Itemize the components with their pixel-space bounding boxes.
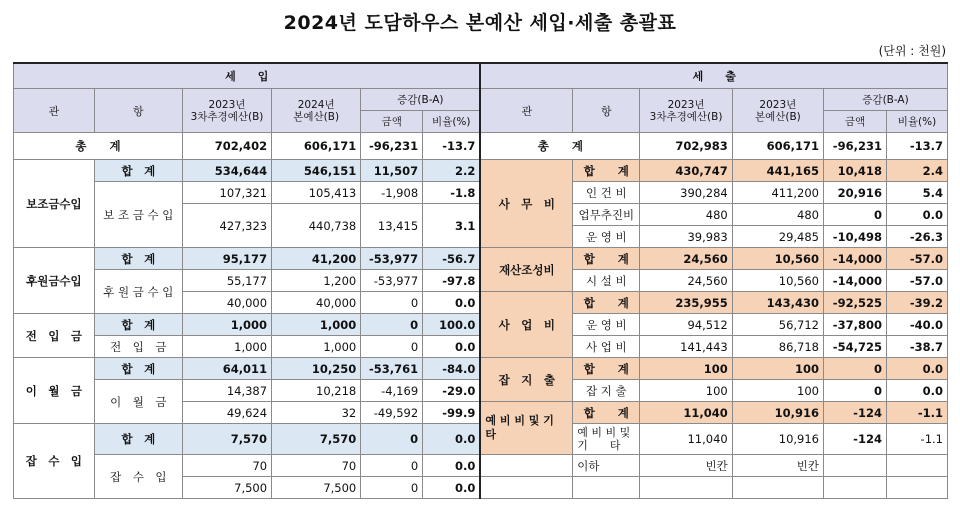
table-cell: 32 xyxy=(272,402,361,424)
income-hang-carryover: 이 월 금 xyxy=(94,380,182,424)
expense-last-prev: 빈칸 xyxy=(640,455,732,477)
expense-hang: 잡 지 출 xyxy=(573,380,640,402)
table-cell: 107,321 xyxy=(182,182,271,204)
income-sum-label: 합 계 xyxy=(94,248,182,270)
table-cell xyxy=(886,477,947,499)
table-cell xyxy=(824,477,887,499)
table-cell: -10,498 xyxy=(824,226,887,248)
table-cell: 100 xyxy=(640,380,732,402)
table-cell: 100 xyxy=(640,358,732,380)
income-subsidy-sum-amt: 11,507 xyxy=(361,160,423,182)
expense-total-prev: 702,983 xyxy=(640,133,732,160)
table-cell: 0 xyxy=(361,292,423,314)
table-cell: -57.0 xyxy=(886,248,947,270)
income-total-label: 총 계 xyxy=(14,133,183,160)
table-cell: 10,250 xyxy=(272,358,361,380)
income-total-amt: -96,231 xyxy=(361,133,423,160)
table-cell: -14,000 xyxy=(824,248,887,270)
expense-gwan-yebi-label: 예 비 비 및 기 타 xyxy=(485,414,576,441)
table-cell: 1,000 xyxy=(272,336,361,358)
table-cell: -56.7 xyxy=(423,248,481,270)
table-cell: 7,570 xyxy=(182,424,271,455)
expense-section-header: 세 출 xyxy=(480,63,947,89)
table-cell: 0.0 xyxy=(423,424,481,455)
table-cell: 5.4 xyxy=(886,182,947,204)
table-cell: 235,955 xyxy=(640,292,732,314)
income-hang-subsidy: 보 조 금 수 입 xyxy=(94,182,182,248)
income-sum-label: 합 계 xyxy=(94,314,182,336)
table-cell: 95,177 xyxy=(182,248,271,270)
table-cell: 0 xyxy=(361,424,423,455)
income-col-hang: 항 xyxy=(94,89,182,133)
table-cell: 0.0 xyxy=(886,380,947,402)
table-cell xyxy=(824,455,887,477)
table-cell: 100 xyxy=(732,380,823,402)
income-hang-misc: 잡 수 입 xyxy=(94,455,182,499)
table-cell: 10,916 xyxy=(732,402,823,424)
table-cell: 7,570 xyxy=(272,424,361,455)
table-cell: 141,443 xyxy=(640,336,732,358)
expense-col-prev-label: 2023년 3차추경예산(B) xyxy=(649,98,723,123)
income-col-cur-label: 2024년 본예산(B) xyxy=(293,98,340,123)
table-cell: 0 xyxy=(824,204,887,226)
table-cell: 1,000 xyxy=(272,314,361,336)
table-cell: 427,323 xyxy=(182,204,271,248)
table-cell: -4,169 xyxy=(361,380,423,402)
table-cell: 11,040 xyxy=(640,424,732,455)
table-cell: 11,040 xyxy=(640,402,732,424)
table-cell: 0 xyxy=(361,477,423,499)
expense-hang: 사 업 비 xyxy=(573,336,640,358)
table-cell: 39,983 xyxy=(640,226,732,248)
table-cell xyxy=(480,455,572,477)
table-cell: 70 xyxy=(182,455,271,477)
table-cell: -92,525 xyxy=(824,292,887,314)
table-cell: 100.0 xyxy=(423,314,481,336)
table-cell: 0.0 xyxy=(886,204,947,226)
table-cell: -29.0 xyxy=(423,380,481,402)
expense-last-cur: 빈칸 xyxy=(732,455,823,477)
table-cell: 1,000 xyxy=(182,336,271,358)
table-cell xyxy=(640,477,732,499)
table-cell: 0 xyxy=(824,358,887,380)
income-subsidy-sum-rate: 2.2 xyxy=(423,160,481,182)
table-cell: -49,592 xyxy=(361,402,423,424)
table-cell: -54,725 xyxy=(824,336,887,358)
table-cell: 7,500 xyxy=(272,477,361,499)
expense-col-diff: 증감(B-A) xyxy=(824,89,948,111)
income-subsidy-sum-prev: 534,644 xyxy=(182,160,271,182)
table-cell: 49,624 xyxy=(182,402,271,424)
table-cell: 70 xyxy=(272,455,361,477)
expense-col-cur xyxy=(732,89,823,133)
table-cell: 13,415 xyxy=(361,204,423,248)
table-cell: 86,718 xyxy=(732,336,823,358)
expense-gwan-jaesan: 재산조성비 xyxy=(480,248,572,292)
table-cell: -57.0 xyxy=(886,270,947,292)
table-cell: -14,000 xyxy=(824,270,887,292)
unit-label: (단위 : 천원) xyxy=(878,44,946,58)
income-total-rate: -13.7 xyxy=(423,133,481,160)
table-cell xyxy=(886,455,947,477)
expense-total-amt: -96,231 xyxy=(824,133,887,160)
table-cell: 0.0 xyxy=(423,336,481,358)
table-cell: 55,177 xyxy=(182,270,271,292)
income-gwan-transfer: 전 입 금 xyxy=(14,314,95,358)
income-gwan-donation: 후원금수입 xyxy=(14,248,95,314)
income-section-header: 세 입 xyxy=(14,63,481,89)
table-cell: 390,284 xyxy=(640,182,732,204)
income-sum-label: 합 계 xyxy=(94,424,182,455)
table-cell: -40.0 xyxy=(886,314,947,336)
page-title: 2024년 도담하우스 본예산 세입·세출 총괄표 xyxy=(283,12,677,34)
table-cell: -26.3 xyxy=(886,226,947,248)
income-gwan-subsidy: 보조금수입 xyxy=(14,160,95,248)
expense-jaesan-sum-label: 합 계 xyxy=(573,248,640,270)
expense-hang xyxy=(573,424,640,455)
table-cell: 105,413 xyxy=(272,182,361,204)
expense-samu-sum-label: 합 계 xyxy=(573,160,640,182)
income-col-prev-label: 2023년 3차추경예산(B) xyxy=(190,98,264,123)
table-cell: 100 xyxy=(732,358,823,380)
income-col-prev xyxy=(182,89,271,133)
expense-col-hang: 항 xyxy=(573,89,640,133)
expense-hang: 인 건 비 xyxy=(573,182,640,204)
expense-yebi-sum-label: 합 계 xyxy=(573,402,640,424)
table-cell: 94,512 xyxy=(640,314,732,336)
income-hang-transfer: 전 입 금 xyxy=(94,336,182,358)
table-cell: 10,560 xyxy=(732,248,823,270)
table-cell: 0.0 xyxy=(423,477,481,499)
table-cell: -124 xyxy=(824,402,887,424)
table-cell: 1,200 xyxy=(272,270,361,292)
table-cell: 480 xyxy=(640,204,732,226)
expense-col-prev xyxy=(640,89,732,133)
table-cell: 440,738 xyxy=(272,204,361,248)
table-cell: 56,712 xyxy=(732,314,823,336)
table-cell: -97.8 xyxy=(423,270,481,292)
income-subsidy-sum-cur: 546,151 xyxy=(272,160,361,182)
expense-hang: 시 설 비 xyxy=(573,270,640,292)
expense-total-rate: -13.7 xyxy=(886,133,947,160)
income-hang-donation: 후 원 금 수 입 xyxy=(94,270,182,314)
expense-gwan-saeop: 사 업 비 xyxy=(480,292,572,358)
income-col-rate: 비율(%) xyxy=(423,111,481,133)
table-cell: -124 xyxy=(824,424,887,455)
table-cell: 20,916 xyxy=(824,182,887,204)
table-cell xyxy=(573,477,640,499)
expense-hang: 업무추진비 xyxy=(573,204,640,226)
income-total-cur: 606,171 xyxy=(272,133,361,160)
income-gwan-misc: 잡 수 입 xyxy=(14,424,95,499)
income-total-prev: 702,402 xyxy=(182,133,271,160)
table-cell: -38.7 xyxy=(886,336,947,358)
table-cell: -99.9 xyxy=(423,402,481,424)
income-col-cur xyxy=(272,89,361,133)
expense-samu-sum-prev: 430,747 xyxy=(640,160,732,182)
table-cell: 40,000 xyxy=(182,292,271,314)
table-cell: 0 xyxy=(361,455,423,477)
table-cell: 10,916 xyxy=(732,424,823,455)
expense-samu-sum-rate: 2.4 xyxy=(886,160,947,182)
table-cell: 40,000 xyxy=(272,292,361,314)
expense-last-hang: 이하 xyxy=(573,455,640,477)
table-cell: -1.1 xyxy=(886,402,947,424)
income-col-diff: 증감(B-A) xyxy=(361,89,481,111)
table-cell: 10,560 xyxy=(732,270,823,292)
expense-col-cur-label: 2023년 본예산(B) xyxy=(754,98,801,123)
expense-total-label: 총 계 xyxy=(480,133,639,160)
table-cell: 411,200 xyxy=(732,182,823,204)
expense-total-cur: 606,171 xyxy=(732,133,823,160)
table-cell: 0.0 xyxy=(423,455,481,477)
table-cell: 480 xyxy=(732,204,823,226)
income-col-amt: 금액 xyxy=(361,111,423,133)
table-cell: 143,430 xyxy=(732,292,823,314)
table-cell: 3.1 xyxy=(423,204,481,248)
table-cell: -53,761 xyxy=(361,358,423,380)
expense-hang-yebi-label: 예 비 비 및 기 타 xyxy=(577,426,631,452)
expense-samu-sum-cur: 441,165 xyxy=(732,160,823,182)
table-cell: 10,218 xyxy=(272,380,361,402)
table-cell: 24,560 xyxy=(640,270,732,292)
income-gwan-carryover: 이 월 금 xyxy=(14,358,95,424)
expense-col-rate: 비율(%) xyxy=(886,111,947,133)
table-cell: -84.0 xyxy=(423,358,481,380)
income-col-gwan: 관 xyxy=(14,89,95,133)
income-sum-label: 합 계 xyxy=(94,160,182,182)
expense-japji-sum-label: 합 계 xyxy=(573,358,640,380)
table-cell: 64,011 xyxy=(182,358,271,380)
table-cell: -37,800 xyxy=(824,314,887,336)
table-cell: 29,485 xyxy=(732,226,823,248)
expense-hang: 운 영 비 xyxy=(573,226,640,248)
table-cell: 24,560 xyxy=(640,248,732,270)
table-cell: 0.0 xyxy=(886,358,947,380)
expense-col-amt: 금액 xyxy=(824,111,887,133)
expense-gwan-samu: 사 무 비 xyxy=(480,160,572,248)
table-cell: -53,977 xyxy=(361,270,423,292)
table-cell: -1.8 xyxy=(423,182,481,204)
table-cell: 41,200 xyxy=(272,248,361,270)
table-cell: 0.0 xyxy=(423,292,481,314)
expense-hang: 운 영 비 xyxy=(573,314,640,336)
expense-gwan-yebi xyxy=(480,402,576,455)
table-cell: 0 xyxy=(824,380,887,402)
table-cell: -1.1 xyxy=(886,424,947,455)
table-cell xyxy=(480,477,572,499)
expense-samu-sum-amt: 10,418 xyxy=(824,160,887,182)
table-cell xyxy=(732,477,823,499)
table-cell: 0 xyxy=(361,314,423,336)
expense-col-gwan: 관 xyxy=(480,89,572,133)
table-cell: -39.2 xyxy=(886,292,947,314)
table-cell: 7,500 xyxy=(182,477,271,499)
table-cell: -53,977 xyxy=(361,248,423,270)
table-cell: 1,000 xyxy=(182,314,271,336)
table-cell: 14,387 xyxy=(182,380,271,402)
table-cell: -1,908 xyxy=(361,182,423,204)
expense-saeop-sum-label: 합 계 xyxy=(573,292,640,314)
budget-summary-table xyxy=(13,62,948,499)
expense-gwan-japji: 잡 지 출 xyxy=(480,358,572,402)
income-sum-label: 합 계 xyxy=(94,358,182,380)
table-cell: 0 xyxy=(361,336,423,358)
budget-table xyxy=(13,62,948,499)
